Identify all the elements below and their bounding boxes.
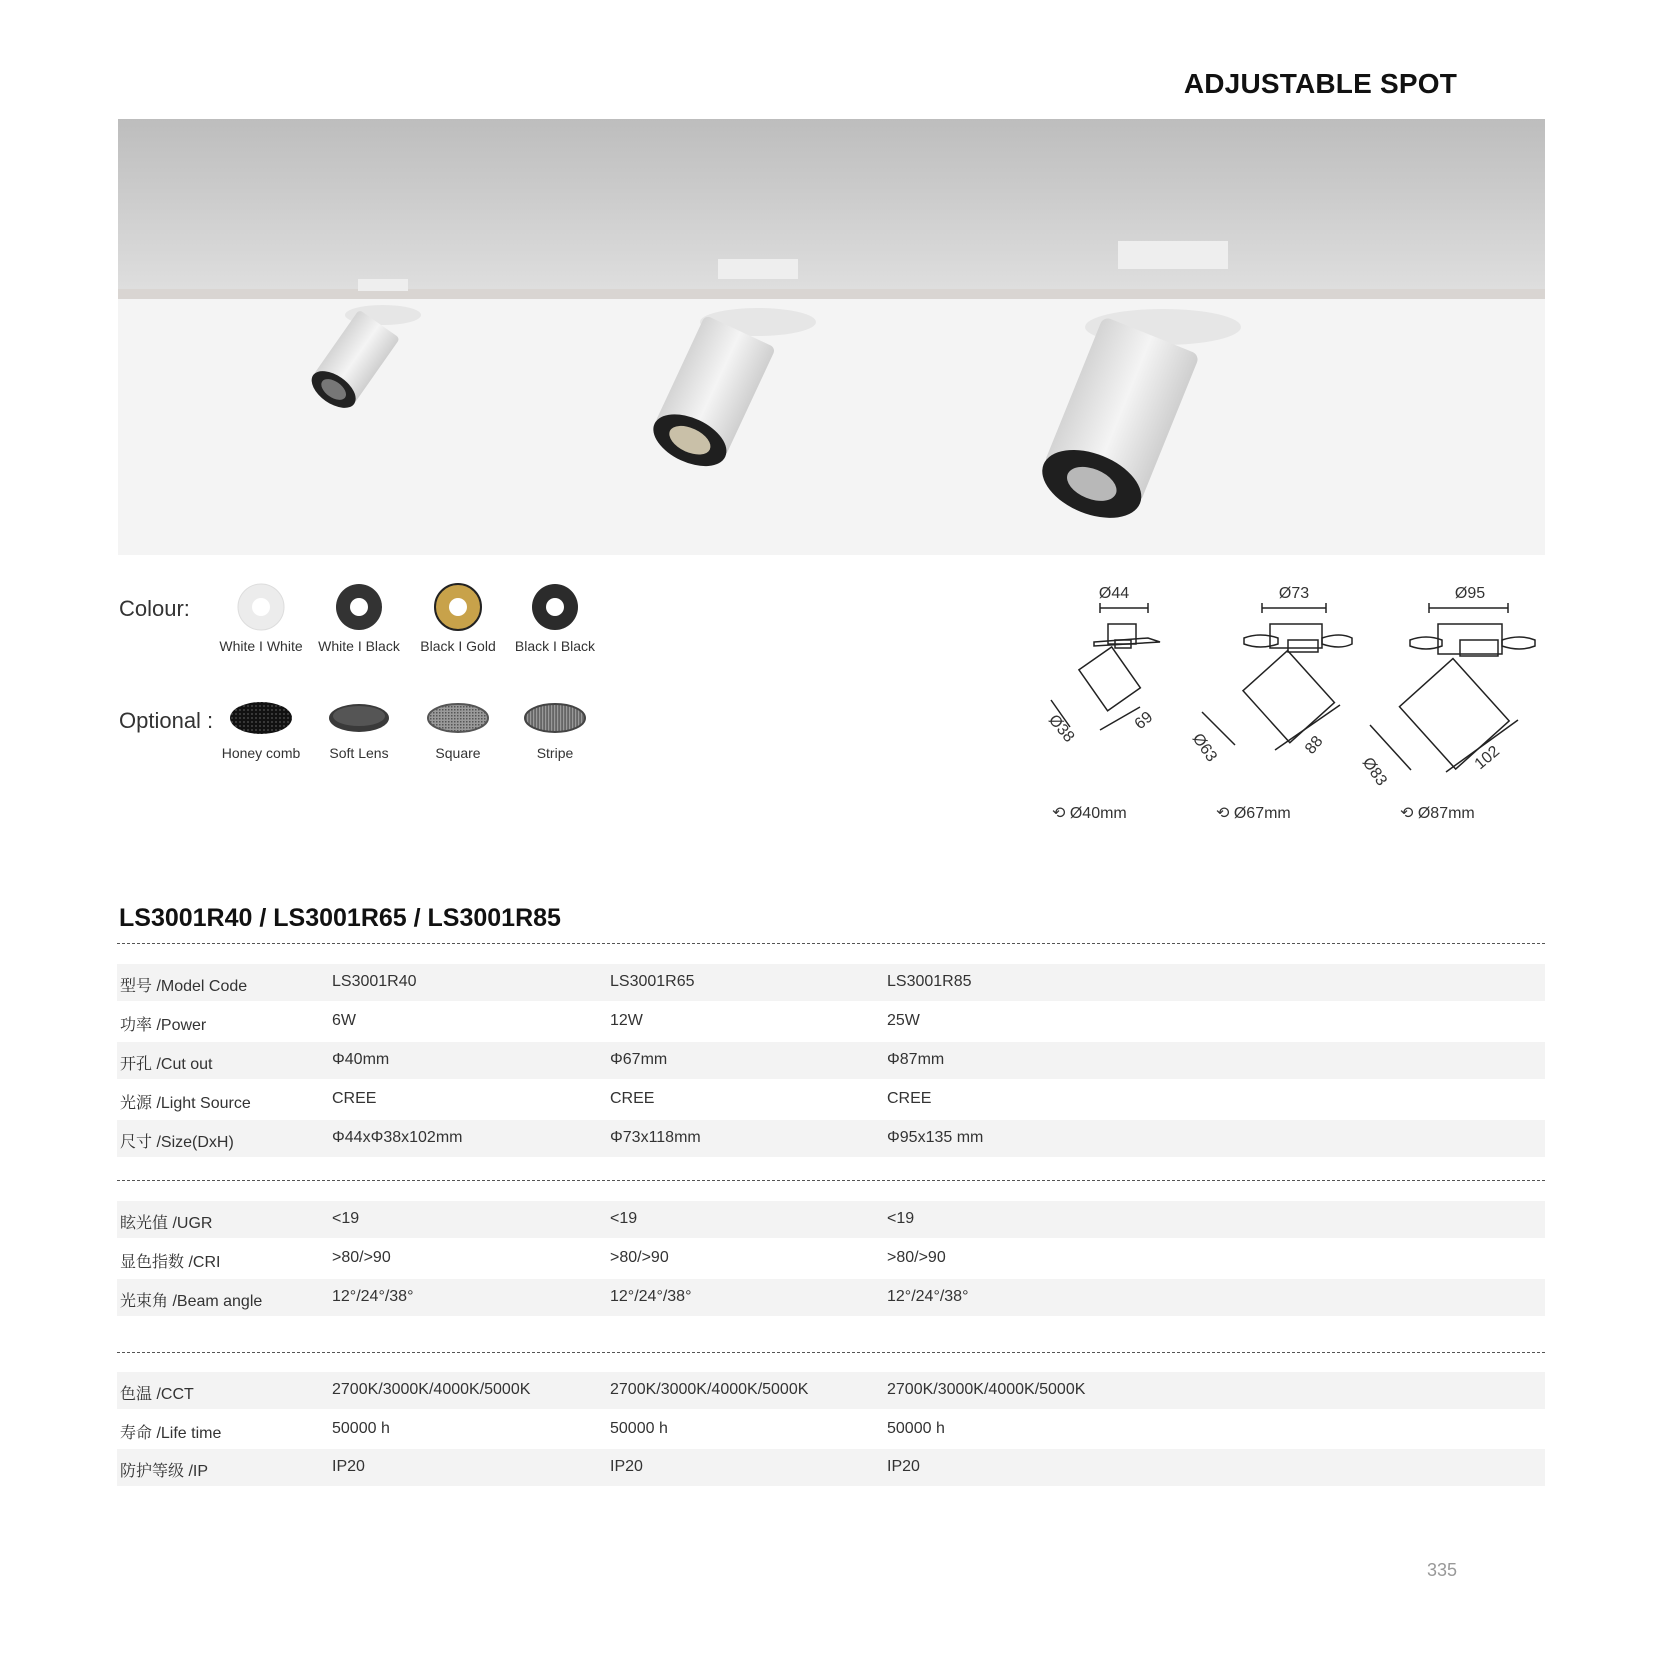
spec-row (117, 1042, 1545, 1079)
divider (117, 943, 1545, 944)
spec-cell: 2700K/3000K/4000K/5000K (887, 1381, 1086, 1398)
swatch-label: White I White (219, 638, 303, 654)
spec-cell: 寿命 /Life time (120, 1425, 222, 1442)
divider (117, 1180, 1545, 1181)
spec-row (117, 1003, 1545, 1040)
page-title: ADJUSTABLE SPOT (1183, 68, 1457, 99)
divider (117, 1352, 1545, 1353)
cutout-large: ⟲ Ø87mm (1400, 805, 1475, 822)
spec-row (117, 1081, 1545, 1118)
swatch-label: White I Black (318, 638, 400, 654)
spec-cell: >80/>90 (332, 1249, 391, 1266)
optional-square[interactable] (403, 700, 513, 761)
optional-label: Optional : (119, 708, 214, 733)
spec-cell: 尺寸 /Size(DxH) (120, 1134, 234, 1151)
spec-cell: Φ87mm (887, 1051, 945, 1068)
spec-cell: 防护等级 /IP (120, 1463, 209, 1480)
dimension-label: 102 (1471, 742, 1504, 774)
spec-cell: IP20 (887, 1458, 920, 1475)
colour-swatch-white-black[interactable] (304, 583, 414, 654)
spec-cell: Φ73x118mm (610, 1129, 701, 1146)
spec-cell: CREE (332, 1090, 377, 1107)
model-title: LS3001R40 / LS3001R65 / LS3001R85 (119, 904, 561, 932)
spec-row (117, 1449, 1545, 1486)
spec-cell: 型号 /Model Code (120, 978, 248, 995)
spec-cell: 光源 /Light Source (120, 1095, 251, 1112)
dimension-label: Ø83 (1358, 754, 1390, 790)
spec-cell: 2700K/3000K/4000K/5000K (610, 1381, 809, 1398)
dimension-label: Ø44 (1098, 585, 1130, 602)
spec-cell: 12°/24°/38° (610, 1288, 692, 1305)
spec-row (117, 1120, 1545, 1157)
colour-swatch-black-gold[interactable] (403, 583, 513, 654)
dimension-drawing-large-icon (1370, 603, 1535, 772)
dimension-drawing-medium-icon (1202, 603, 1352, 750)
dimension-label: Ø73 (1278, 585, 1310, 602)
lens-label: Square (435, 745, 481, 761)
spec-cell: <19 (610, 1210, 638, 1227)
lens-label: Soft Lens (329, 745, 389, 761)
spec-row (117, 1240, 1545, 1277)
optional-stripe[interactable] (500, 700, 610, 761)
swatch-label: Black I Gold (420, 638, 496, 654)
spec-row (117, 1372, 1545, 1409)
spec-cell: <19 (332, 1210, 360, 1227)
colour-swatch-icon (304, 583, 414, 633)
optional-honeycomb[interactable] (206, 700, 316, 761)
swatch-label: Black I Black (514, 638, 596, 654)
spec-cell: LS3001R85 (887, 973, 972, 990)
spec-cell: 功率 /Power (120, 1017, 207, 1034)
spec-cell: >80/>90 (610, 1249, 669, 1266)
spec-cell: 12W (610, 1012, 643, 1029)
colour-label: Colour: (119, 596, 190, 621)
spec-cell: 50000 h (332, 1420, 390, 1437)
cutout-icon: ⟲ (1052, 805, 1066, 822)
soft-lens-icon (304, 700, 414, 740)
spec-cell: Φ95x135 mm (887, 1129, 984, 1146)
spec-cell: 显色指数 /CRI (120, 1254, 221, 1271)
square-lens-icon (403, 700, 513, 740)
spec-row (117, 1411, 1545, 1448)
dimension-label: Ø95 (1454, 585, 1486, 602)
spec-cell: 50000 h (610, 1420, 668, 1437)
spec-cell: 12°/24°/38° (887, 1288, 969, 1305)
spec-cell: IP20 (332, 1458, 365, 1475)
product-photo (118, 119, 1545, 555)
cutout-small: ⟲ Ø40mm (1052, 805, 1127, 822)
spec-cell: 50000 h (887, 1420, 945, 1437)
spec-cell: 2700K/3000K/4000K/5000K (332, 1381, 531, 1398)
lens-label: Honey comb (221, 745, 301, 761)
colour-swatch-icon (500, 583, 610, 633)
spec-cell: Φ40mm (332, 1051, 390, 1068)
spec-cell: IP20 (610, 1458, 643, 1475)
spec-cell: 25W (887, 1012, 920, 1029)
spec-row (117, 1201, 1545, 1238)
spec-cell: 色温 /CCT (120, 1386, 194, 1403)
colour-swatch-icon (403, 583, 513, 633)
cutout-icon: ⟲ (1216, 805, 1230, 822)
stripe-lens-icon (500, 700, 610, 740)
spec-cell: Φ44xΦ38x102mm (332, 1129, 463, 1146)
spec-cell: 开孔 /Cut out (120, 1056, 213, 1073)
spec-row (117, 964, 1545, 1001)
spec-cell: <19 (887, 1210, 915, 1227)
spec-cell: 光束角 /Beam angle (120, 1293, 263, 1310)
spec-cell: LS3001R40 (332, 973, 417, 990)
spec-cell: Φ67mm (610, 1051, 668, 1068)
spec-cell: LS3001R65 (610, 973, 695, 990)
cutout-medium: ⟲ Ø67mm (1216, 805, 1291, 822)
colour-swatch-icon (206, 583, 316, 633)
honeycomb-lens-icon (206, 700, 316, 740)
colour-swatch-black-black[interactable] (500, 583, 610, 654)
dimension-label: 69 (1131, 708, 1157, 734)
spec-cell: 6W (332, 1012, 356, 1029)
spec-cell: >80/>90 (887, 1249, 946, 1266)
spec-cell: CREE (610, 1090, 655, 1107)
spec-cell: CREE (887, 1090, 932, 1107)
dimension-label: Ø38 (1044, 711, 1078, 746)
cutout-icon: ⟲ (1400, 805, 1414, 822)
spec-cell: 眩光值 /UGR (120, 1215, 213, 1232)
dimension-label: 88 (1302, 733, 1327, 758)
dimension-label: Ø63 (1188, 730, 1220, 766)
optional-soft-lens[interactable] (304, 700, 414, 761)
page-number: 335 (1426, 1560, 1457, 1580)
lens-label: Stripe (536, 745, 574, 761)
spec-cell: 12°/24°/38° (332, 1288, 414, 1305)
colour-swatch-white-white[interactable] (206, 583, 316, 654)
spec-row (117, 1279, 1545, 1316)
